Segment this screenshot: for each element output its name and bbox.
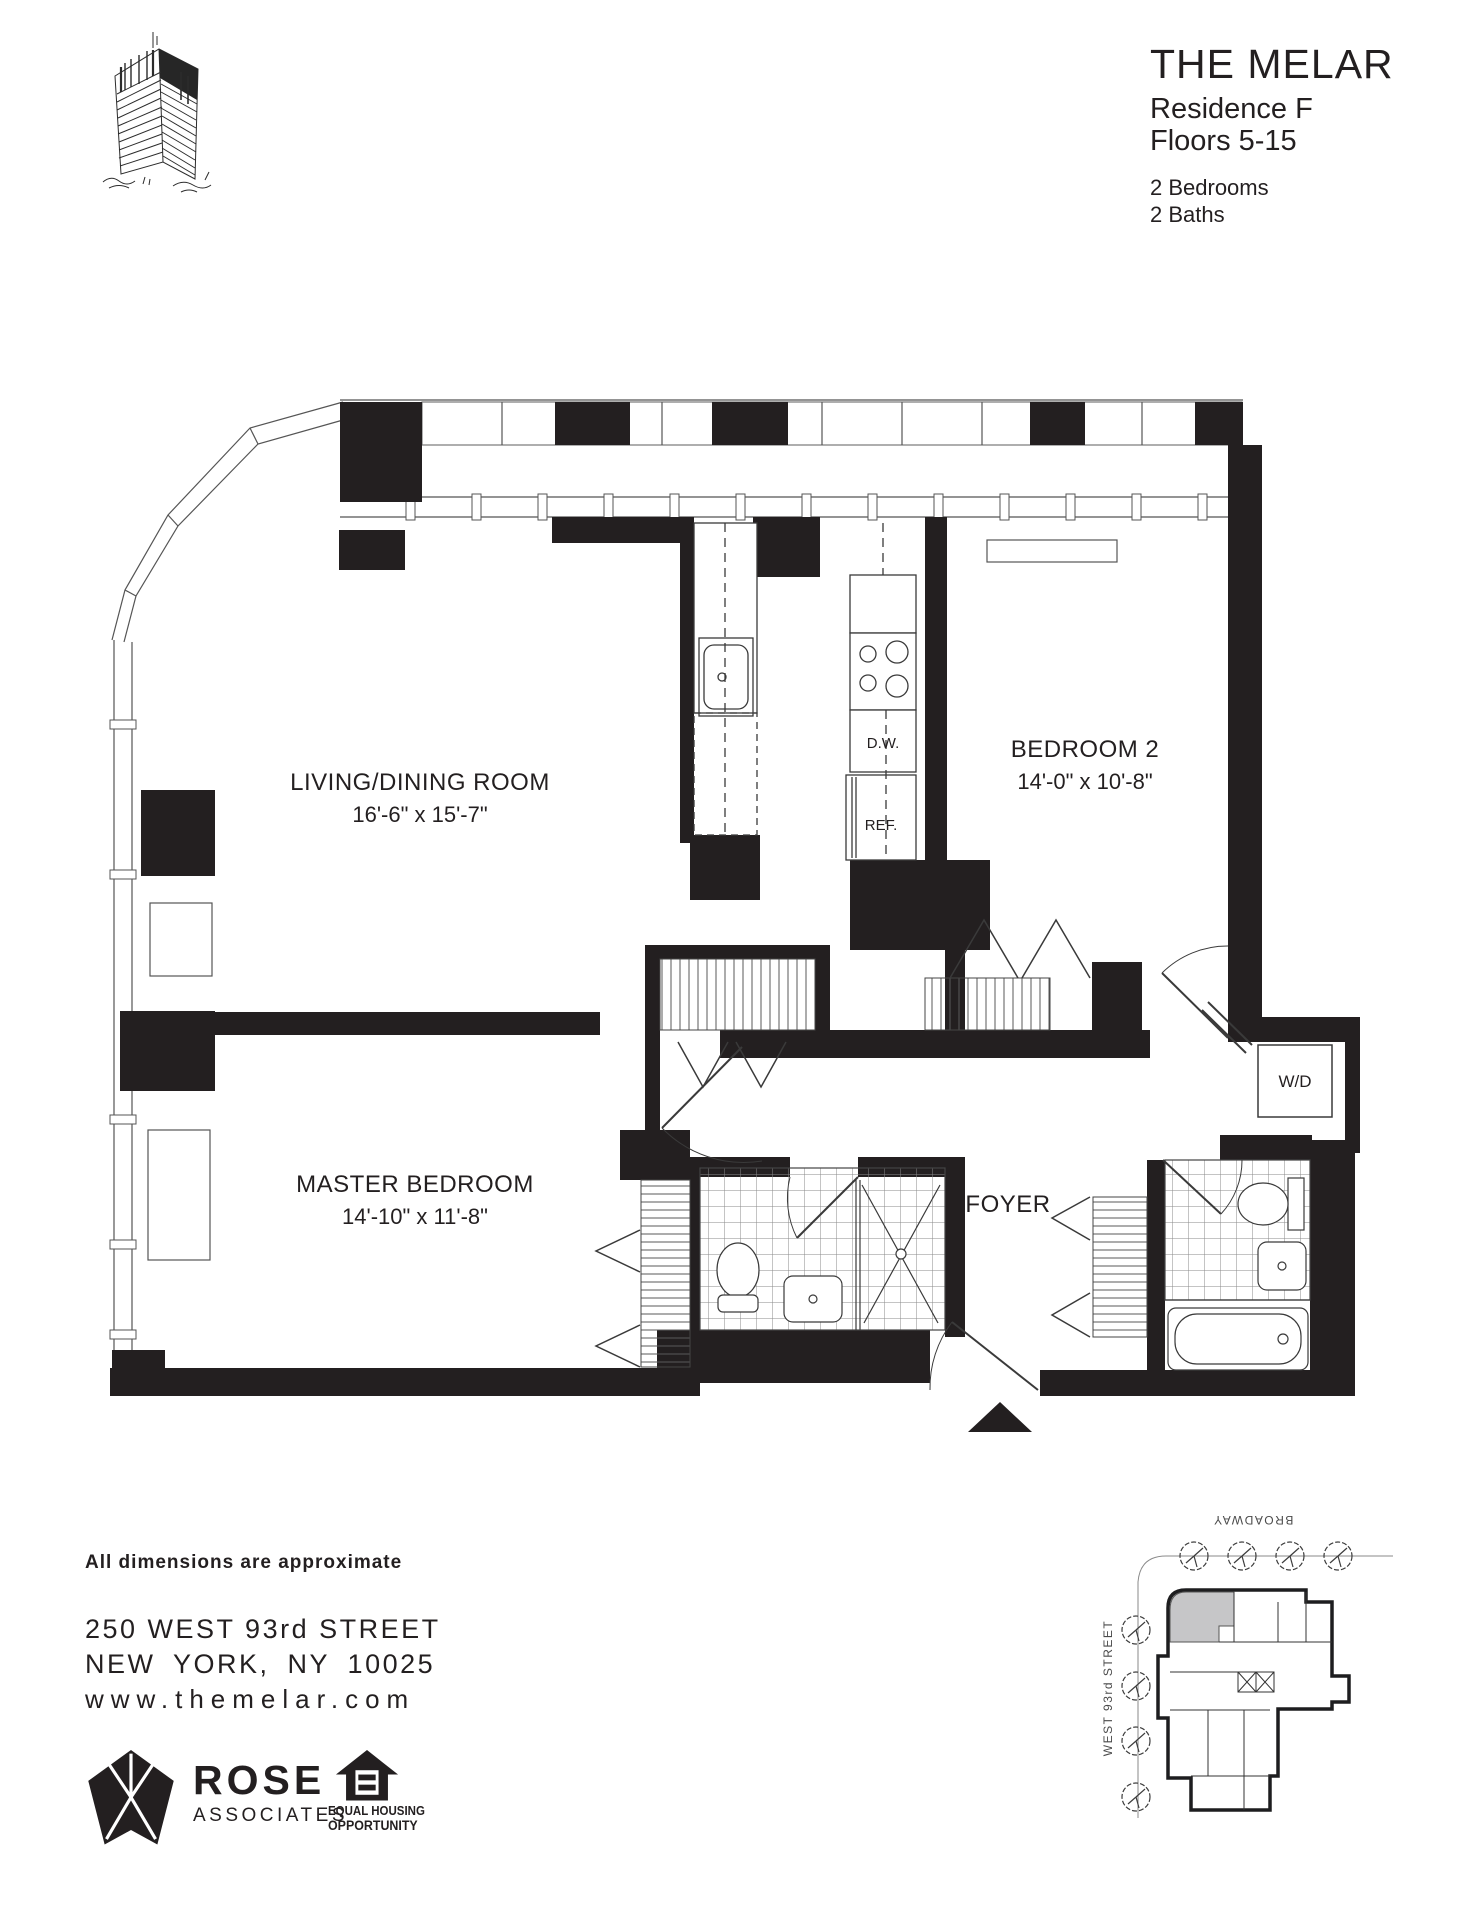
address-block (85, 1612, 441, 1716)
bay-window (112, 402, 343, 642)
master-window-sill (148, 1130, 210, 1260)
address-line2: NEW YORK, NY 10025 (85, 1648, 436, 1679)
refrigerator-label: REF. (864, 817, 898, 834)
hall-closet (660, 959, 815, 1030)
toilet2-tank (1288, 1178, 1304, 1230)
hall-door (662, 1047, 742, 1128)
rose-name: ROSE (193, 1757, 326, 1803)
entry-arrow (968, 1402, 1032, 1432)
key-plan (1048, 1478, 1478, 1920)
west-93rd-label: WEST 93rd STREET (1101, 1619, 1115, 1757)
foyer-label: FOYER (965, 1191, 1051, 1218)
bedroom2-door (1162, 973, 1228, 1038)
living-room-dims: 16'-6" x 15'-7" (352, 802, 488, 827)
page-title: THE MELAR (1150, 41, 1394, 87)
west-window-band (114, 640, 132, 1368)
bedroom2-label: BEDROOM 2 (1010, 736, 1160, 763)
address-line1: 250 WEST 93rd STREET (85, 1614, 441, 1644)
master-closet (641, 1180, 690, 1367)
floor-plan-drawing (100, 390, 1390, 1460)
living-room-label: LIVING/DINING ROOM (290, 769, 550, 796)
broadway-label: BROADWAY (1212, 1513, 1294, 1527)
equal-housing-logo (328, 1750, 428, 1845)
toilet (717, 1243, 759, 1297)
dishwasher-label: D.W. (866, 735, 900, 752)
master-bedroom-label: MASTER BEDROOM (296, 1171, 534, 1198)
master-bathroom (700, 1168, 945, 1330)
master-closet-doors (596, 1230, 640, 1367)
website: www.themelar.com (85, 1684, 416, 1715)
foyer-closet (1093, 1197, 1147, 1337)
disclaimer: All dimensions are approximate (85, 1552, 403, 1573)
rose-logo-icon (85, 1750, 177, 1850)
title-block (1150, 41, 1450, 229)
key-plan-drawing (1048, 1478, 1478, 1920)
bedroom2-closet (925, 978, 1050, 1030)
living-window-sill (150, 903, 212, 976)
eho-line2: OPPORTUNITY (328, 1817, 418, 1833)
equal-housing-icon (334, 1750, 400, 1802)
residence-label: Residence F (1150, 93, 1313, 125)
foyer-closet-doors (1052, 1197, 1090, 1337)
floor-plan (100, 390, 1390, 1460)
washer-dryer-label: W/D (1278, 1072, 1312, 1091)
master-bedroom-dims: 14'-10" x 11'-8" (342, 1204, 488, 1229)
north-window-mullions (406, 494, 1207, 520)
rose-sub: ASSOCIATES (193, 1805, 349, 1826)
bedroom2-window-sill (987, 540, 1117, 562)
kitchen-counter-right (850, 575, 916, 633)
floors-label: Floors 5-15 (1150, 125, 1297, 158)
building-sketch (85, 12, 235, 202)
stove (850, 633, 916, 710)
building-sketch-drawing (85, 12, 235, 202)
entry-door (952, 1322, 1038, 1390)
bedroom2-dims: 14'-0" x 10'-8" (1017, 769, 1153, 794)
bathroom2 (1163, 1160, 1310, 1370)
rose-associates-logo (85, 1748, 349, 1853)
baths-label: 2 Baths (1150, 202, 1225, 228)
bedrooms-label: 2 Bedrooms (1150, 174, 1269, 200)
toilet2 (1238, 1183, 1288, 1225)
eho-line1: EQUAL HOUSING (328, 1804, 425, 1818)
